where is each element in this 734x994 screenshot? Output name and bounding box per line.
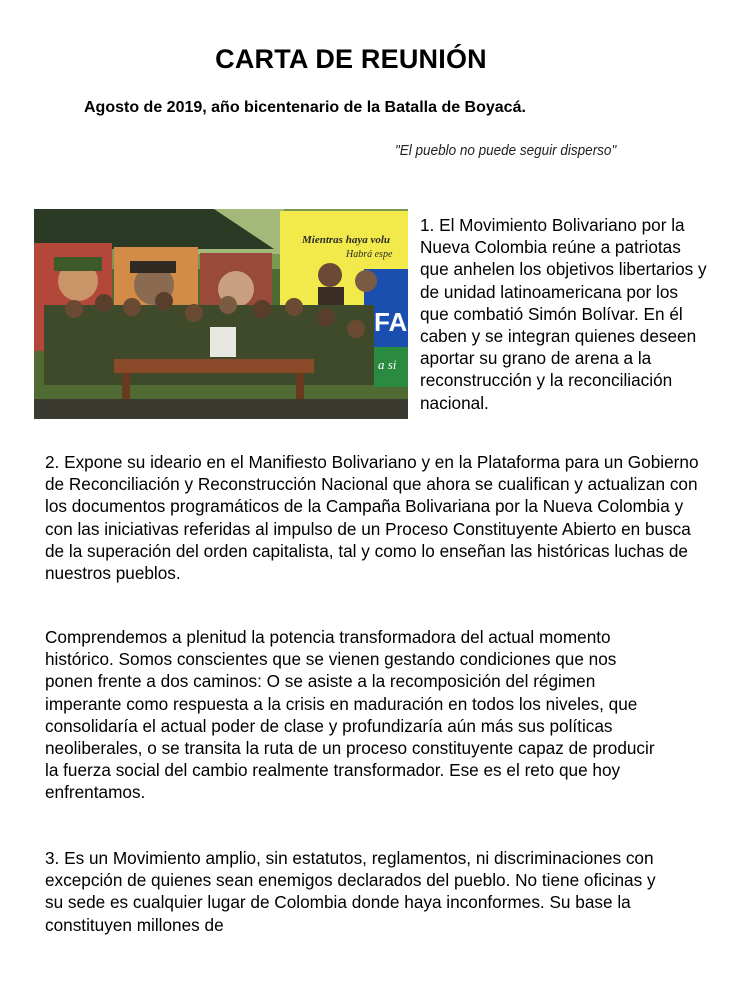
document-subtitle: Agosto de 2019, año bicentenario de la Batalla de Boyacá. [84, 99, 526, 116]
paragraph-2: 2. Expone su ideario en el Manifiesto Bolivariano y en la Plataforma para un Gobierno de Reconciliación y Reconstrucción Nacional que ahora se cualifican y actualizan con los documentos programáticos de la Campaña Bolivariana por la Nueva Colombia y con las iniciativas referidas al impulso de un Proceso Constituyente Abierto en busca de la superación del orden capitalista, tal y como lo enseñan las históricas luchas de nuestros pueblos. [45, 452, 699, 584]
paragraph-3: Comprendemos a plenitud la potencia transformadora del actual momento histórico. Somos conscientes que se vienen gestando condiciones que nos ponen frente a dos caminos: O se asiste a la recomposición del régimen imperante como respuesta a la crisis en maduración en todos los niveles, que consolidaría el actual poder de clase y profundizaría aún más sus políticas neoliberales, o se transita la ruta de un proceso constituyente capaz de producir la fuerza social del cambio realmente transformador. Ese es el reto que hoy enfrentamos. [45, 627, 655, 803]
banner-text-fa: FA [374, 307, 408, 337]
group-photo [34, 209, 408, 419]
epigraph-quote: "El pueblo no puede seguir disperso" [395, 142, 617, 159]
banner-text-2: Habrá espe [346, 249, 393, 260]
banner-text-1: Mientras haya volu [302, 234, 391, 246]
banner-text-bottom: a si [378, 357, 397, 372]
paragraph-1: 1. El Movimiento Bolivariano por la Nueva Colombia reúne a patriotas que anhelen los objetivos libertarios y de unidad latinoamericana por los que combatió Simón Bolívar. En él caben y se integran quienes deseen aportar su grano de arena a la reconstrucción y la reconciliación nacional. [420, 215, 707, 413]
document-title: CARTA DE REUNIÓN [215, 44, 487, 74]
paragraph-4: 3. Es un Movimiento amplio, sin estatutos, reglamentos, ni discriminaciones con excepción de quienes sean enemigos declarados del pueblo. No tiene oficinas y su sede es cualquier lugar de Colombia donde haya inconformes. Su base la constituyen millones de [45, 848, 656, 935]
